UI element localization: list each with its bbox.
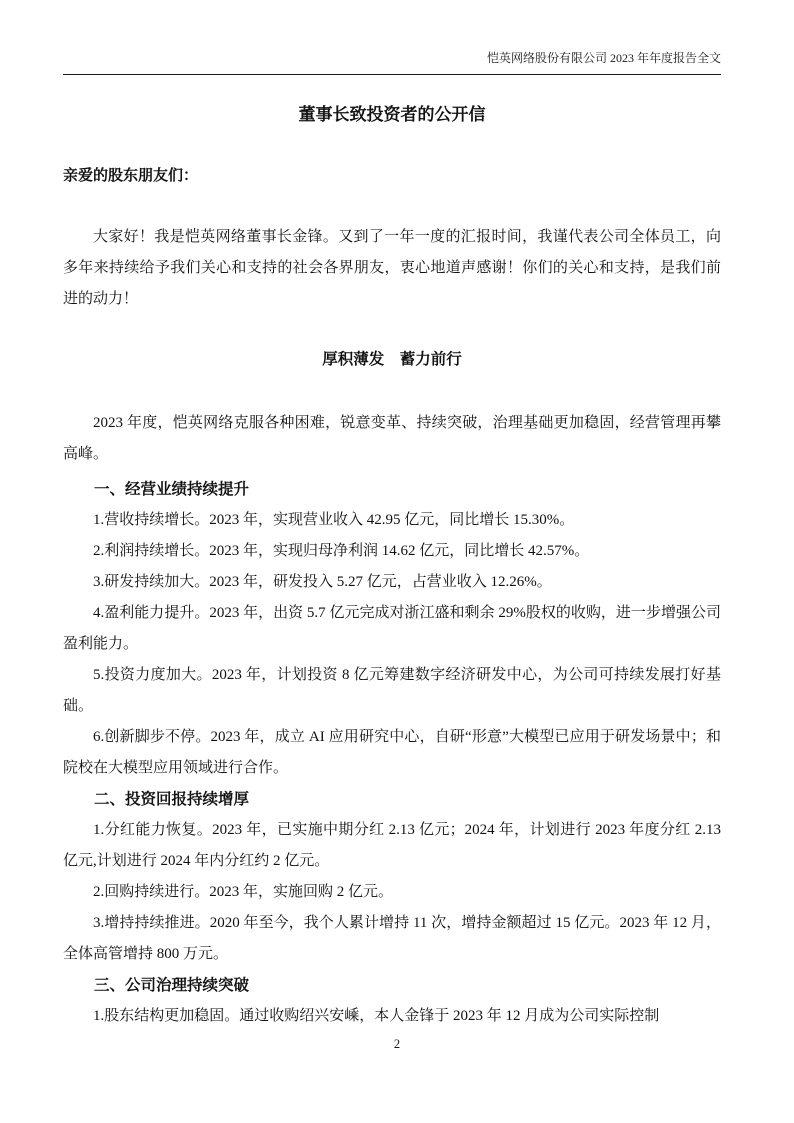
section-item: 5.投资力度加大。2023 年，计划投资 8 亿元筹建数字经济研发中心，为公司可持续发展打好基础。 [63,667,721,714]
section-heading: 二、投资回报持续增厚 [94,791,250,808]
overview-paragraph: 2023 年度，恺英网络克服各种困难，锐意变革、持续突破，治理基础更加稳固，经营管理再攀高峰。 [63,415,721,462]
header-text: 恺英网络股份有限公司 2023 年年度报告全文 [486,51,721,65]
intro-paragraph: 大家好！我是恺英网络董事长金锋。又到了一年一度的汇报时间，我谨代表公司全体员工，向多年来持续给予我们关心和支持的社会各界朋友，衷心地道声感谢！你们的关心和支持，是我们前进的动力！ [63,229,721,307]
section-investor-returns [63,784,721,970]
section-business-performance [63,474,721,784]
page-footer [0,1036,794,1052]
section-heading: 一、经营业绩持续提升 [94,481,250,498]
page-header [63,50,721,75]
letter-subtitle: 厚积薄发 蓄力前行 [322,351,462,368]
letter-content [63,76,721,1032]
letter-sections [63,474,721,1032]
section-heading: 三、公司治理持续突破 [94,977,250,994]
letter-title: 董事长致投资者的公开信 [298,105,486,124]
section-item: 4.盈利能力提升。2023 年，出资 5.7 亿元完成对浙江盛和剩余 29%股权的收购，进一步增强公司盈利能力。 [63,605,721,652]
greeting-line: 亲爱的股东朋友们： [63,167,199,184]
section-item: 3.增持持续推进。2020 年至今，我个人累计增持 11 次，增持金额超过 15 亿元。2023 年 12 月，全体高管增持 800 万元。 [63,915,721,962]
section-item: 1.股东结构更加稳固。通过收购绍兴安嵊，本人金锋于 2023 年 12 月成为公司实际控制 [93,1008,660,1024]
section-item: 1.营收持续增长。2023 年，实现营业收入 42.95 亿元，同比增长 15.30%。 [93,512,575,528]
section-item: 1.分红能力恢复。2023 年，已实施中期分红 2.13 亿元；2024 年，计划进行 2023 年度分红 2.13 亿元,计划进行 2024 年内分红约 2 亿元。 [63,822,721,869]
section-item: 6.创新脚步不停。2023 年，成立 AI 应用研究中心，自研“形意”大模型已应用于研发场景中；和院校在大模型应用领域进行合作。 [63,729,721,776]
page-number: 2 [393,1037,401,1051]
section-item: 3.研发持续加大。2023 年，研发投入 5.27 亿元，占营业收入 12.26%。 [93,574,552,590]
section-item: 2.利润持续增长。2023 年，实现归母净利润 14.62 亿元，同比增长 42.57%。 [93,543,590,559]
section-item: 2.回购持续进行。2023 年，实施回购 2 亿元。 [93,884,394,900]
section-corporate-governance [63,970,721,1032]
